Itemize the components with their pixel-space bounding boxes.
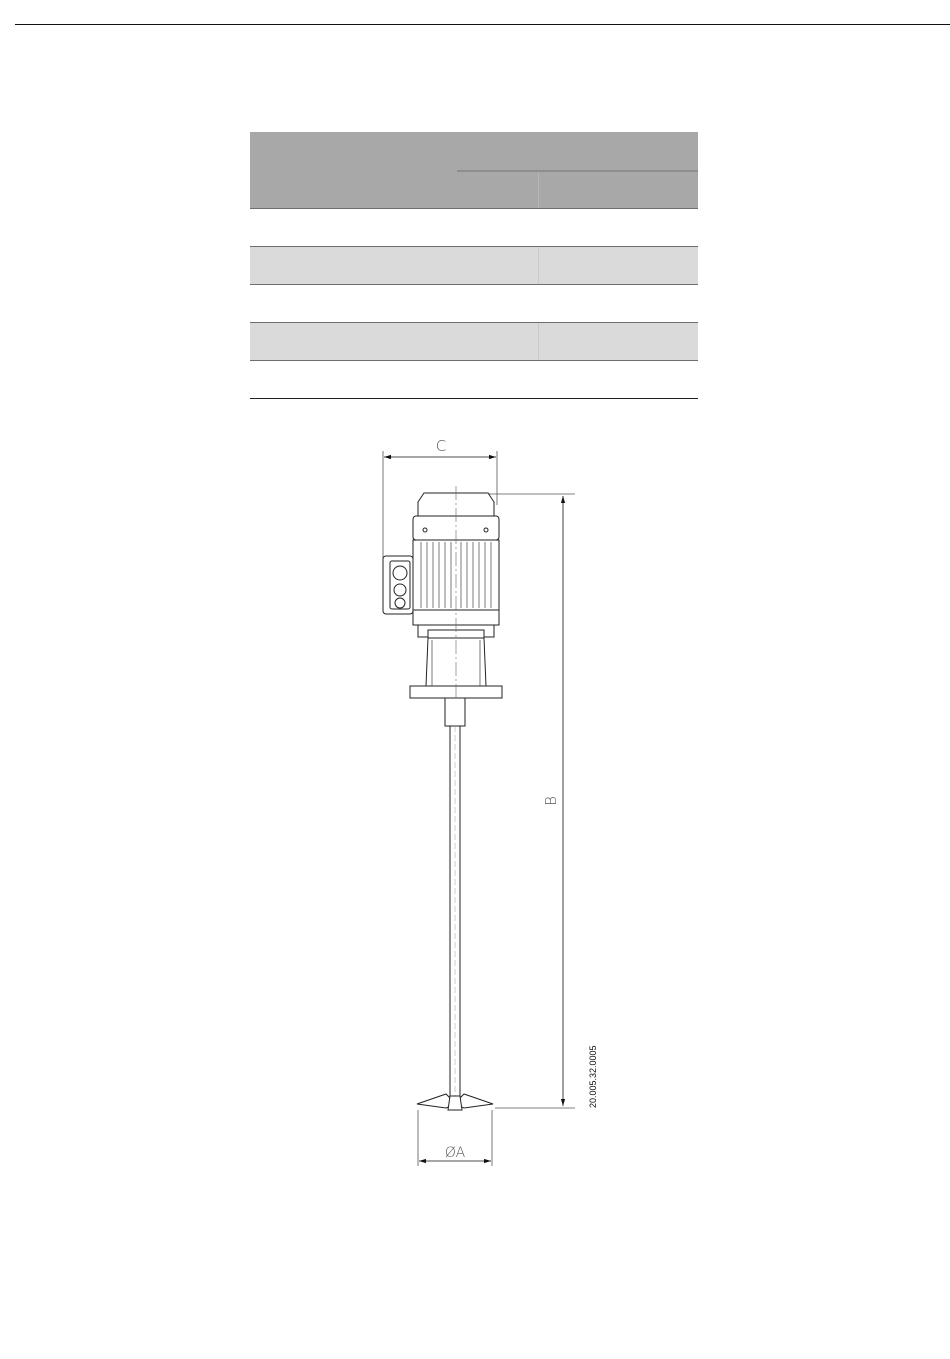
dim-label-a: ØA <box>444 1145 466 1161</box>
impeller <box>417 1094 493 1110</box>
dim-label-b: B <box>542 796 560 806</box>
drawing-number: 20.005.32.0005 <box>588 1045 598 1108</box>
dim-label-c: C <box>435 437 447 455</box>
dimension-a <box>418 1110 492 1166</box>
terminal-box <box>383 556 413 614</box>
shaft <box>445 698 465 1100</box>
